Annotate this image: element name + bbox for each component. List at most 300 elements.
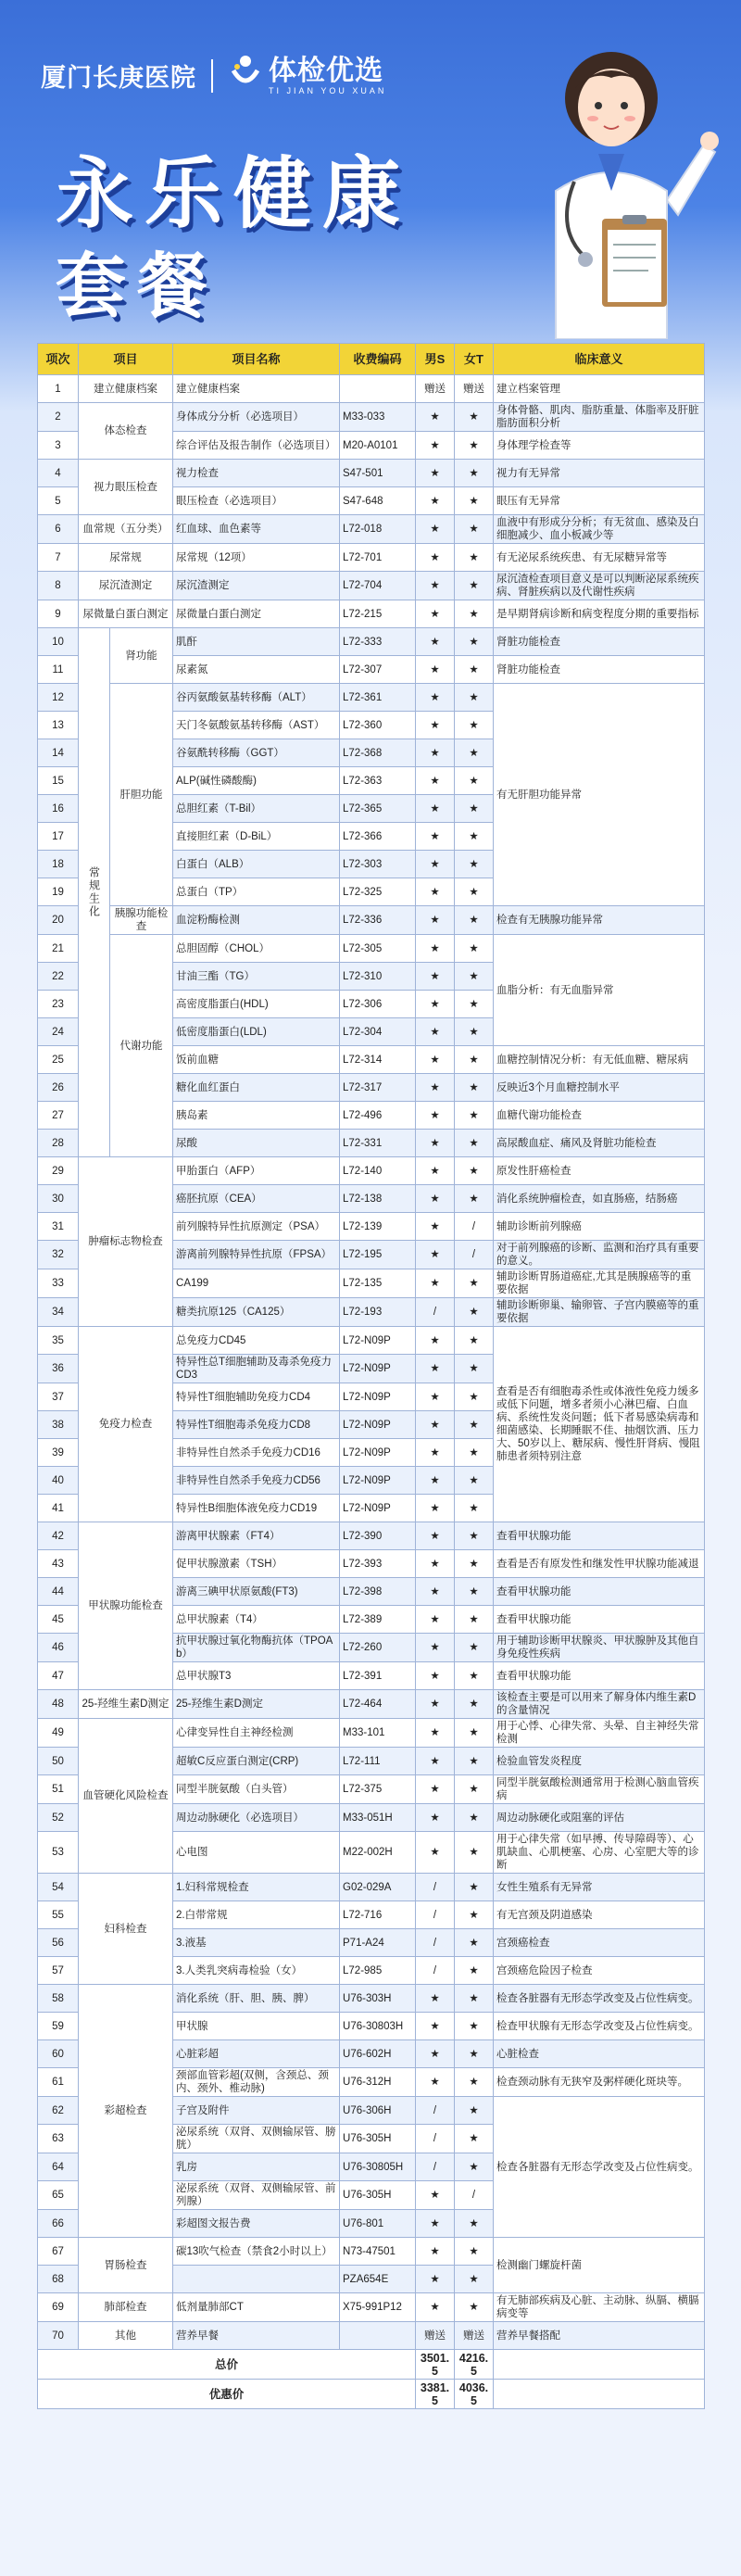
cell-female: ★ xyxy=(455,1411,494,1439)
group-label: 视力眼压检查 xyxy=(79,460,173,515)
cell-no: 34 xyxy=(38,1298,79,1327)
cell-male: ★ xyxy=(416,1185,455,1213)
cell-name: 同型半胱氨酸（白头管） xyxy=(173,1775,340,1804)
cell-male: / xyxy=(416,1874,455,1901)
cell-name: 身体成分分析（必选项目） xyxy=(173,403,340,432)
group-label: 血常规（五分类） xyxy=(79,515,173,544)
cell-code: L72-138 xyxy=(340,1185,416,1213)
discount-male: 3381.5 xyxy=(416,2380,455,2409)
table-header xyxy=(38,344,705,375)
cell-code: L72-215 xyxy=(340,600,416,628)
cell-code: L72-304 xyxy=(340,1018,416,1046)
cell-no: 41 xyxy=(38,1495,79,1522)
cell-code xyxy=(340,375,416,403)
cell-meaning: 营养早餐搭配 xyxy=(494,2322,705,2350)
cell-code: U76-30803H xyxy=(340,2013,416,2040)
cell-name: 谷丙氨酸氨基转移酶（ALT） xyxy=(173,684,340,712)
cell-name: 尿沉渣测定 xyxy=(173,572,340,600)
cell-name xyxy=(173,2266,340,2293)
group-label: 肿瘤标志物检查 xyxy=(79,1157,173,1327)
cell-meaning: 该检查主要是可以用来了解身体内维生素D的含量情况 xyxy=(494,1690,705,1719)
cell-male: ★ xyxy=(416,1578,455,1606)
cell-name: 尿素氮 xyxy=(173,656,340,684)
cell-male: ★ xyxy=(416,851,455,878)
cell-female: ★ xyxy=(455,1355,494,1383)
cell-name: 红血球、血色素等 xyxy=(173,515,340,544)
hospital-name: 厦门长庚医院 xyxy=(41,64,196,92)
cell-no: 15 xyxy=(38,767,79,795)
cell-female: ★ xyxy=(455,1327,494,1355)
cell-code xyxy=(340,2322,416,2350)
doctor-illustration xyxy=(519,33,722,339)
cell-code: M33-101 xyxy=(340,1719,416,1748)
cell-code: N73-47501 xyxy=(340,2238,416,2266)
cell-code: U76-303H xyxy=(340,1985,416,2013)
cell-no: 56 xyxy=(38,1929,79,1957)
cell-name: 总甲状腺T3 xyxy=(173,1662,340,1690)
cell-code: L72-306 xyxy=(340,991,416,1018)
cell-name: 2.白带常规 xyxy=(173,1901,340,1929)
cell-name: 白蛋白（ALB） xyxy=(173,851,340,878)
cell-name: 心电图 xyxy=(173,1832,340,1874)
cell-no: 47 xyxy=(38,1662,79,1690)
cell-male: ★ xyxy=(416,878,455,906)
cell-name: 特异性B细胞体液免疫力CD19 xyxy=(173,1495,340,1522)
cell-male: ★ xyxy=(416,600,455,628)
cell-name: 尿微量白蛋白测定 xyxy=(173,600,340,628)
cell-meaning: 查看甲状腺功能 xyxy=(494,1578,705,1606)
cell-no: 7 xyxy=(38,544,79,572)
cell-male: ★ xyxy=(416,1241,455,1269)
cell-no: 5 xyxy=(38,487,79,515)
col-meaning: 临床意义 xyxy=(494,344,705,375)
cell-male: ★ xyxy=(416,1467,455,1495)
cell-female: ★ xyxy=(455,628,494,656)
cell-no: 69 xyxy=(38,2293,79,2322)
cell-code: L72-325 xyxy=(340,878,416,906)
cell-male: ★ xyxy=(416,1550,455,1578)
cell-no: 68 xyxy=(38,2266,79,2293)
cell-male: ★ xyxy=(416,656,455,684)
group-label: 胃肠检查 xyxy=(79,2238,173,2293)
col-name: 项目名称 xyxy=(173,344,340,375)
cell-male: ★ xyxy=(416,1832,455,1874)
cell-name: 视力检查 xyxy=(173,460,340,487)
cell-no: 35 xyxy=(38,1327,79,1355)
cell-name: ALP(碱性磷酸酶) xyxy=(173,767,340,795)
cell-meaning: 查看是否有细胞毒杀性或体液性免疫力缓多或低下问题，增多者须小心淋巴瘤、白血病、系统性发炎问题；低下者易感染病毒和细菌感染、长期睡眠不佳、抽烟饮酒、压力大、50岁以上、糖尿病、慢性肝肾病、慢阻肺患者须特别注意 xyxy=(494,1327,705,1522)
cell-code: G02-029A xyxy=(340,1874,416,1901)
table-row xyxy=(38,2238,705,2266)
cell-no: 59 xyxy=(38,2013,79,2040)
cell-female: ★ xyxy=(455,2210,494,2238)
cell-code: L72-391 xyxy=(340,1662,416,1690)
brand-text xyxy=(269,56,386,95)
cell-male: ★ xyxy=(416,487,455,515)
cell-code: U76-801 xyxy=(340,2210,416,2238)
cell-meaning: 辅助诊断前列腺癌 xyxy=(494,1213,705,1241)
package-table xyxy=(37,343,705,2409)
brand-bar xyxy=(41,54,386,97)
cell-female: ★ xyxy=(455,767,494,795)
cell-no: 9 xyxy=(38,600,79,628)
cell-name: 胰岛素 xyxy=(173,1102,340,1130)
cell-code: M33-051H xyxy=(340,1804,416,1832)
cell-female: ★ xyxy=(455,906,494,935)
cell-name: 建立健康档案 xyxy=(173,375,340,403)
cell-name: 特异性T细胞辅助免疫力CD4 xyxy=(173,1383,340,1411)
cell-female: ★ xyxy=(455,403,494,432)
cell-female: ★ xyxy=(455,1046,494,1074)
cell-name: 消化系统（肝、胆、胰、脾） xyxy=(173,1985,340,2013)
cell-meaning: 检查甲状腺有无形态学改变及占位性病变。 xyxy=(494,2013,705,2040)
cell-female: ★ xyxy=(455,2013,494,2040)
cell-female: ★ xyxy=(455,1832,494,1874)
cell-code: L72-305 xyxy=(340,935,416,963)
cell-meaning: 周边动脉硬化或阻塞的评估 xyxy=(494,1804,705,1832)
cell-male: ★ xyxy=(416,460,455,487)
cell-male: ★ xyxy=(416,991,455,1018)
cell-no: 10 xyxy=(38,628,79,656)
col-female: 女T xyxy=(455,344,494,375)
cell-female: ★ xyxy=(455,2040,494,2068)
cell-no: 2 xyxy=(38,403,79,432)
cell-meaning: 视力有无异常 xyxy=(494,460,705,487)
cell-female: ★ xyxy=(455,1495,494,1522)
cell-name: 低密度脂蛋白(LDL) xyxy=(173,1018,340,1046)
cell-male: ★ xyxy=(416,2013,455,2040)
cell-meaning: 血糖控制情况分析：有无低血糖、糖尿病 xyxy=(494,1046,705,1074)
cell-female: ★ xyxy=(455,2068,494,2097)
cell-name: 营养早餐 xyxy=(173,2322,340,2350)
cell-female: ★ xyxy=(455,823,494,851)
cell-name: 甘油三酯（TG） xyxy=(173,963,340,991)
cell-female: ★ xyxy=(455,1929,494,1957)
table-row xyxy=(38,600,705,628)
cell-no: 12 xyxy=(38,684,79,712)
cell-male: / xyxy=(416,2097,455,2125)
cell-no: 13 xyxy=(38,712,79,739)
cell-no: 44 xyxy=(38,1578,79,1606)
cell-code: L72-360 xyxy=(340,712,416,739)
cell-male: ★ xyxy=(416,1130,455,1157)
cell-female: ★ xyxy=(455,2266,494,2293)
cell-female: ★ xyxy=(455,1298,494,1327)
group-label: 肾功能 xyxy=(110,628,173,684)
group-label: 尿常规 xyxy=(79,544,173,572)
page-title-line2: 套餐 xyxy=(56,247,219,326)
discount-blank xyxy=(494,2380,705,2409)
cell-no: 40 xyxy=(38,1467,79,1495)
cell-code: L72-701 xyxy=(340,544,416,572)
cell-name: 周边动脉硬化（必选项目） xyxy=(173,1804,340,1832)
cell-meaning: 女性生殖系有无异常 xyxy=(494,1874,705,1901)
cell-no: 66 xyxy=(38,2210,79,2238)
cell-male: / xyxy=(416,1957,455,1985)
table-row xyxy=(38,1874,705,1901)
brand-name: 体检优选 xyxy=(269,56,383,86)
cell-meaning: 检查各脏器有无形态学改变及占位性病变。 xyxy=(494,2097,705,2238)
cell-no: 33 xyxy=(38,1269,79,1298)
cell-no: 67 xyxy=(38,2238,79,2266)
cell-code: U76-305H xyxy=(340,2181,416,2210)
cell-no: 43 xyxy=(38,1550,79,1578)
group-label: 其他 xyxy=(79,2322,173,2350)
table-row xyxy=(38,1690,705,1719)
cell-code: L72-N09P xyxy=(340,1411,416,1439)
cell-no: 64 xyxy=(38,2153,79,2181)
cell-no: 53 xyxy=(38,1832,79,1874)
cell-no: 14 xyxy=(38,739,79,767)
cell-no: 62 xyxy=(38,2097,79,2125)
cell-no: 20 xyxy=(38,906,79,935)
cell-code: L72-195 xyxy=(340,1241,416,1269)
cell-code: L72-111 xyxy=(340,1748,416,1775)
cell-male: ★ xyxy=(416,935,455,963)
cell-meaning: 查看甲状腺功能 xyxy=(494,1606,705,1634)
cell-male: ★ xyxy=(416,1383,455,1411)
cell-meaning: 宫颈癌危险因子检查 xyxy=(494,1957,705,1985)
cell-no: 4 xyxy=(38,460,79,487)
cell-female: ★ xyxy=(455,1985,494,2013)
cell-meaning: 检测幽门螺旋杆菌 xyxy=(494,2238,705,2293)
cell-male: ★ xyxy=(416,2068,455,2097)
total-female: 4216.5 xyxy=(455,2350,494,2380)
cell-male: ★ xyxy=(416,1074,455,1102)
cell-male: ★ xyxy=(416,739,455,767)
cell-no: 63 xyxy=(38,2125,79,2153)
cell-name: 血淀粉酶检测 xyxy=(173,906,340,935)
cell-male: / xyxy=(416,1929,455,1957)
cell-female: ★ xyxy=(455,460,494,487)
cell-name: 直接胆红素（D-BiL） xyxy=(173,823,340,851)
total-row xyxy=(38,2350,705,2380)
cell-code: M33-033 xyxy=(340,403,416,432)
table-row xyxy=(38,935,705,963)
cell-male: ★ xyxy=(416,2238,455,2266)
cell-meaning: 用于心悸、心律失常、头晕、自主神经失常检测 xyxy=(494,1719,705,1748)
cell-name: 乳房 xyxy=(173,2153,340,2181)
cell-female: ★ xyxy=(455,935,494,963)
cell-code: L72-307 xyxy=(340,656,416,684)
cell-name: 游离三碘甲状原氨酸(FT3) xyxy=(173,1578,340,1606)
cell-no: 32 xyxy=(38,1241,79,1269)
group-label: 甲状腺功能检查 xyxy=(79,1522,173,1690)
cell-female: ★ xyxy=(455,515,494,544)
cell-no: 65 xyxy=(38,2181,79,2210)
cell-code: P71-A24 xyxy=(340,1929,416,1957)
group-label: 尿沉渣测定 xyxy=(79,572,173,600)
cell-no: 26 xyxy=(38,1074,79,1102)
cell-no: 29 xyxy=(38,1157,79,1185)
cell-name: 游离甲状腺素（FT4） xyxy=(173,1522,340,1550)
cell-name: 25-羟维生素D测定 xyxy=(173,1690,340,1719)
cell-no: 21 xyxy=(38,935,79,963)
cell-meaning: 建立档案管理 xyxy=(494,375,705,403)
cell-code: L72-361 xyxy=(340,684,416,712)
cell-meaning: 用于心律失常（如早搏、传导障碍等）、心肌缺血、心肌梗塞、心房、心室肥大等的诊断 xyxy=(494,1832,705,1874)
cell-meaning: 心脏检查 xyxy=(494,2040,705,2068)
cell-female: ★ xyxy=(455,600,494,628)
group-label: 代谢功能 xyxy=(110,935,173,1157)
cell-no: 55 xyxy=(38,1901,79,1929)
cell-no: 61 xyxy=(38,2068,79,2097)
discount-row xyxy=(38,2380,705,2409)
cell-code: L72-368 xyxy=(340,739,416,767)
cell-female: ★ xyxy=(455,1074,494,1102)
cell-name: 谷氨酰转移酶（GGT） xyxy=(173,739,340,767)
cell-meaning: 身体骨骼、肌肉、脂肪重量、体脂率及肝脏脂肪面积分析 xyxy=(494,403,705,432)
group-label-vertical: 常规生化 xyxy=(79,628,110,1157)
cell-female: ★ xyxy=(455,1804,494,1832)
cell-male: ★ xyxy=(416,1748,455,1775)
cell-meaning: 有无肺部疾病及心脏、主动脉、纵膈、横膈病变等 xyxy=(494,2293,705,2322)
group-label: 胰腺功能检查 xyxy=(110,906,173,935)
cell-name: 总胆红素（T-Bil） xyxy=(173,795,340,823)
cell-female: ★ xyxy=(455,1130,494,1157)
cell-item: 建立健康档案 xyxy=(79,375,173,403)
cell-female: 赠送 xyxy=(455,2322,494,2350)
cell-male: ★ xyxy=(416,767,455,795)
cell-code: L72-140 xyxy=(340,1157,416,1185)
cell-meaning: 高尿酸血症、痛风及肾脏功能检查 xyxy=(494,1130,705,1157)
total-male: 3501.5 xyxy=(416,2350,455,2380)
cell-name: 非特异性自然杀手免疫力CD56 xyxy=(173,1467,340,1495)
cell-male: ★ xyxy=(416,572,455,600)
cell-no: 36 xyxy=(38,1355,79,1383)
cell-female: ★ xyxy=(455,432,494,460)
col-male: 男S xyxy=(416,344,455,375)
cell-name: 总蛋白（TP） xyxy=(173,878,340,906)
cell-meaning: 查看甲状腺功能 xyxy=(494,1662,705,1690)
cell-male: ★ xyxy=(416,1804,455,1832)
group-label: 血管硬化风险检查 xyxy=(79,1719,173,1874)
table-body xyxy=(38,375,705,2350)
cell-no: 11 xyxy=(38,656,79,684)
cell-meaning: 尿沉渣检查项目意义是可以判断泌尿系统疾病、肾脏疾病以及代谢性疾病 xyxy=(494,572,705,600)
cell-name: 促甲状腺激素（TSH） xyxy=(173,1550,340,1578)
cell-female: ★ xyxy=(455,487,494,515)
cell-male: ★ xyxy=(416,1606,455,1634)
cell-male: ★ xyxy=(416,1662,455,1690)
cell-meaning: 肾脏功能检查 xyxy=(494,628,705,656)
table-row xyxy=(38,375,705,403)
cell-name: 低剂量肺部CT xyxy=(173,2293,340,2322)
cell-code: L72-496 xyxy=(340,1102,416,1130)
cell-female: ★ xyxy=(455,1719,494,1748)
cell-meaning: 血脂分析：有无血脂异常 xyxy=(494,935,705,1046)
cell-male: ★ xyxy=(416,1775,455,1804)
cell-female: ★ xyxy=(455,1662,494,1690)
cell-meaning: 有无肝胆功能异常 xyxy=(494,684,705,906)
cell-code: U76-305H xyxy=(340,2125,416,2153)
cell-code: L72-N09P xyxy=(340,1327,416,1355)
cell-no: 49 xyxy=(38,1719,79,1748)
table-row xyxy=(38,684,705,712)
cell-code: L72-985 xyxy=(340,1957,416,1985)
cell-name: 糖类抗原125（CA125） xyxy=(173,1298,340,1327)
cell-no: 30 xyxy=(38,1185,79,1213)
cell-female: ★ xyxy=(455,1157,494,1185)
cell-no: 27 xyxy=(38,1102,79,1130)
cell-meaning: 用于辅助诊断甲状腺炎、甲状腺肿及其他自身免疫性疾病 xyxy=(494,1634,705,1662)
cell-no: 38 xyxy=(38,1411,79,1439)
cell-female: ★ xyxy=(455,2153,494,2181)
cell-female: ★ xyxy=(455,684,494,712)
table-row xyxy=(38,460,705,487)
cell-male: ★ xyxy=(416,963,455,991)
cell-no: 54 xyxy=(38,1874,79,1901)
cell-male: ★ xyxy=(416,628,455,656)
cell-code: S47-501 xyxy=(340,460,416,487)
group-label: 彩超检查 xyxy=(79,1985,173,2238)
cell-name: 3.人类乳突病毒检验（女） xyxy=(173,1957,340,1985)
cell-no: 1 xyxy=(38,375,79,403)
cell-no: 24 xyxy=(38,1018,79,1046)
cell-male: ★ xyxy=(416,1719,455,1748)
cell-code: L72-139 xyxy=(340,1213,416,1241)
cell-female: ★ xyxy=(455,991,494,1018)
cell-male: ★ xyxy=(416,2210,455,2238)
cell-name: 总胆固醇（CHOL） xyxy=(173,935,340,963)
cell-name: 心脏彩超 xyxy=(173,2040,340,2068)
table-row xyxy=(38,2322,705,2350)
cell-male: ★ xyxy=(416,515,455,544)
cell-meaning: 血糖代谢功能检查 xyxy=(494,1102,705,1130)
group-label: 肝胆功能 xyxy=(110,684,173,906)
cell-male: ★ xyxy=(416,1046,455,1074)
cell-name: 碳13吹气检查（禁食2小时以上） xyxy=(173,2238,340,2266)
cell-name: 饭前血糖 xyxy=(173,1046,340,1074)
cell-name: 非特异性自然杀手免疫力CD16 xyxy=(173,1439,340,1467)
cell-code: L72-365 xyxy=(340,795,416,823)
cell-female: ★ xyxy=(455,1690,494,1719)
table-row xyxy=(38,1157,705,1185)
cell-name: 特异性T细胞毒杀免疫力CD8 xyxy=(173,1411,340,1439)
cell-code: L72-333 xyxy=(340,628,416,656)
cell-no: 8 xyxy=(38,572,79,600)
discount-label: 优惠价 xyxy=(38,2380,416,2409)
cell-female: ★ xyxy=(455,1957,494,1985)
cell-meaning: 消化系统肿瘤检查，如直肠癌，结肠癌 xyxy=(494,1185,705,1213)
cell-no: 48 xyxy=(38,1690,79,1719)
cell-code: L72-018 xyxy=(340,515,416,544)
cell-female: ★ xyxy=(455,851,494,878)
cell-code: L72-363 xyxy=(340,767,416,795)
cell-male: ★ xyxy=(416,1522,455,1550)
cell-no: 6 xyxy=(38,515,79,544)
cell-female: ★ xyxy=(455,712,494,739)
cell-code: L72-398 xyxy=(340,1578,416,1606)
cell-no: 28 xyxy=(38,1130,79,1157)
cell-code: L72-N09P xyxy=(340,1495,416,1522)
cell-code: L72-390 xyxy=(340,1522,416,1550)
cell-code: L72-193 xyxy=(340,1298,416,1327)
cell-female: ★ xyxy=(455,1901,494,1929)
table-row xyxy=(38,1327,705,1355)
cell-male: / xyxy=(416,2125,455,2153)
cell-meaning: 有无宫颈及阴道感染 xyxy=(494,1901,705,1929)
group-label: 免疫力检查 xyxy=(79,1327,173,1522)
cell-female: ★ xyxy=(455,1383,494,1411)
cell-male: ★ xyxy=(416,1269,455,1298)
cell-female: ★ xyxy=(455,1467,494,1495)
cell-name: 糖化血红蛋白 xyxy=(173,1074,340,1102)
cell-female: ★ xyxy=(455,1578,494,1606)
cell-male: 赠送 xyxy=(416,2322,455,2350)
cell-no: 25 xyxy=(38,1046,79,1074)
cell-female: ★ xyxy=(455,2238,494,2266)
